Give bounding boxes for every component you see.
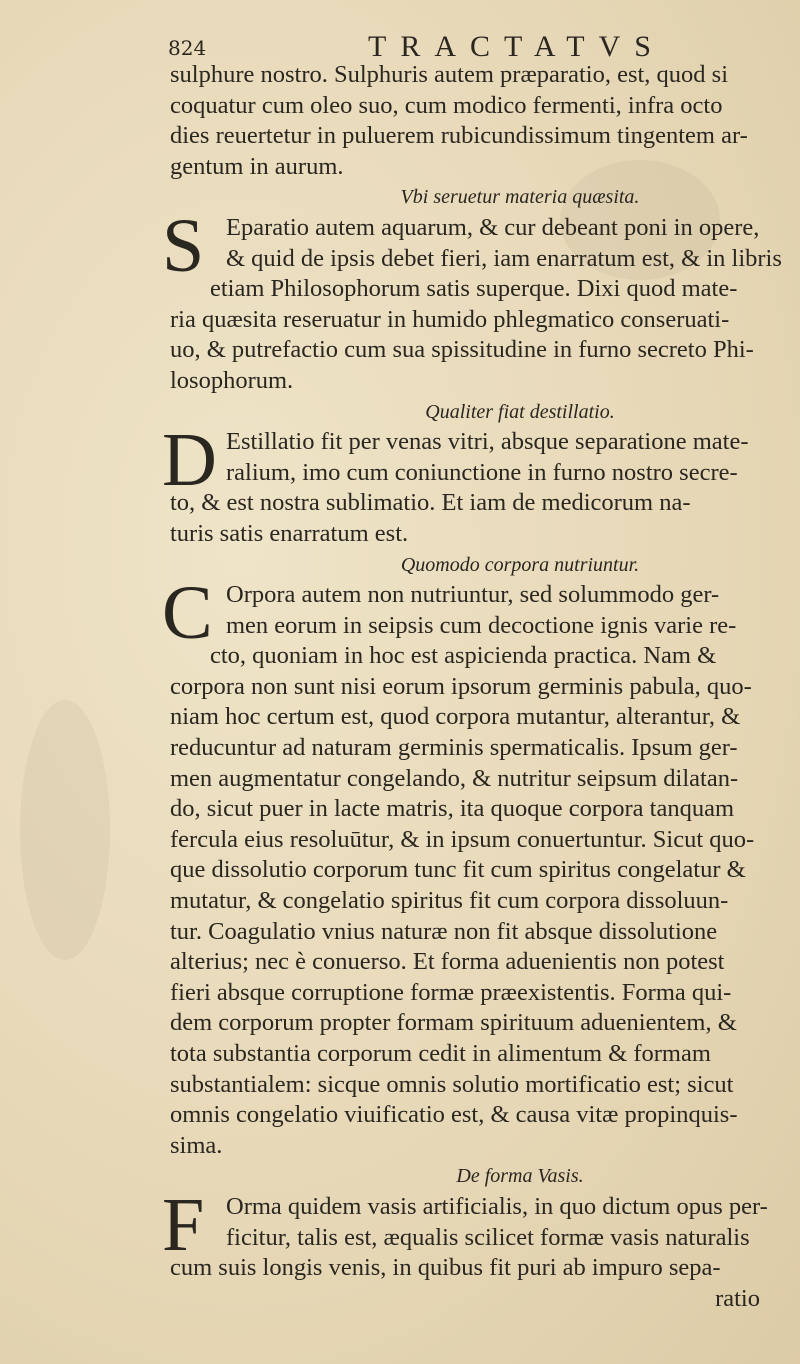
- text-line: cum suis longis venis, in quibus fit puri ab impuro sepa-: [170, 1254, 721, 1282]
- text-line: & quid de ipsis debet fieri, iam enarratum est, & in libris: [226, 244, 782, 272]
- text-line: tur. Coagulatio vnius naturæ non fit absque dissolutione: [170, 917, 718, 945]
- paragraph: [162, 571, 790, 1161]
- text-line: substantialem: sicque omnis solutio mortificatio est; sicut: [170, 1070, 734, 1098]
- text-line: Orpora autem non nutriuntur, sed solummodo ger-: [226, 581, 720, 609]
- text-line: men eorum in seipsis cum decoctione ignis varie re-: [226, 611, 737, 639]
- drop-cap: C: [162, 571, 213, 656]
- text-line: tota substantia corporum cedit in alimentum & formam: [170, 1040, 711, 1067]
- text-line: ficitur, talis est, æqualis scilicet formæ vasis naturalis: [226, 1223, 750, 1251]
- text-line: sulphure nostro. Sulphuris autem præparatio, est, quod si: [170, 61, 728, 88]
- section-heading: Vbi seruetur materia quæsita.: [400, 186, 640, 209]
- section-heading: Quomodo corpora nutriuntur.: [400, 553, 640, 576]
- text-line: alterius; nec è conuerso. Et forma aduenientis non potest: [170, 948, 725, 976]
- text-line: coquatur cum oleo suo, cum modico fermenti, infra octo: [170, 91, 723, 119]
- text-line: to, & est nostra sublimatio. Et iam de medicorum na-: [170, 489, 691, 517]
- text-line: men augmentatur congelando, & nutritur seipsum dilatan-: [170, 764, 739, 792]
- text-line: turis satis enarratum est.: [170, 519, 409, 547]
- text-line: Eparatio autem aquarum, & cur debeant poni in opere,: [226, 213, 760, 241]
- text-line: corpora non sunt nisi eorum ipsorum germinis pabula, quo-: [170, 672, 752, 700]
- section-heading: Qualiter fiat destillatio.: [425, 400, 615, 423]
- page-number: 824: [168, 36, 207, 60]
- paragraph: [162, 203, 790, 397]
- text-line: Estillatio fit per venas vitri, absque separatione mate-: [226, 428, 749, 456]
- paragraph: [162, 418, 790, 549]
- text-line: losophorum.: [170, 366, 294, 394]
- text-line: uo, & putrefactio cum sua spissitudine in furno secreto Phi-: [170, 336, 754, 364]
- text-line: ria quæsita reseruatur in humido phlegmatico conseruati-: [170, 305, 730, 333]
- text-line: ralium, imo cum coniunctione in furno nostro secre-: [226, 458, 738, 486]
- section-heading: De forma Vasis.: [456, 1165, 584, 1188]
- drop-cap: D: [162, 418, 217, 503]
- paragraph: [162, 1182, 790, 1284]
- text-line: fieri absque corruptione formæ præexistentis. Forma qui-: [170, 978, 732, 1006]
- text-line: niam hoc certum est, quod corpora mutantur, alterantur, &: [170, 703, 741, 731]
- text-line: gentum in aurum.: [170, 152, 344, 180]
- text-line: Orma quidem vasis artificialis, in quo dictum opus per-: [226, 1192, 768, 1220]
- text-line: cto, quoniam in hoc est aspicienda practica. Nam &: [210, 642, 717, 670]
- text-line: dies reuertetur in puluerem rubicundissimum tingentem ar-: [170, 122, 748, 150]
- text-line: reducuntur ad naturam germinis spermaticalis. Ipsum ger-: [170, 734, 738, 762]
- text-line: omnis congelatio viuificatio est, & causa vitæ propinquis-: [170, 1101, 738, 1129]
- text-line: mutatur, & congelatio spiritus fit cum corpora dissoluun-: [170, 887, 729, 915]
- text-line: dem corporum propter formam spirituum aduenientem, &: [170, 1009, 737, 1037]
- text-block: [162, 60, 790, 1314]
- text-line: do, sicut puer in lacte matris, ita quoque corpora tanquam: [170, 795, 735, 823]
- drop-cap: F: [162, 1182, 205, 1267]
- running-title: TRACTATVS: [368, 30, 665, 63]
- catchword: ratio: [715, 1284, 760, 1312]
- text-line: sima.: [170, 1131, 223, 1159]
- text-line: que dissolutio corporum tunc fit cum spiritus congelatur &: [170, 856, 746, 884]
- text-line: etiam Philosophorum satis superque. Dixi quod mate-: [210, 275, 738, 303]
- drop-cap: S: [162, 203, 205, 288]
- text-line: fercula eius resoluūtur, & in ipsum conuertuntur. Sicut quo-: [170, 825, 755, 853]
